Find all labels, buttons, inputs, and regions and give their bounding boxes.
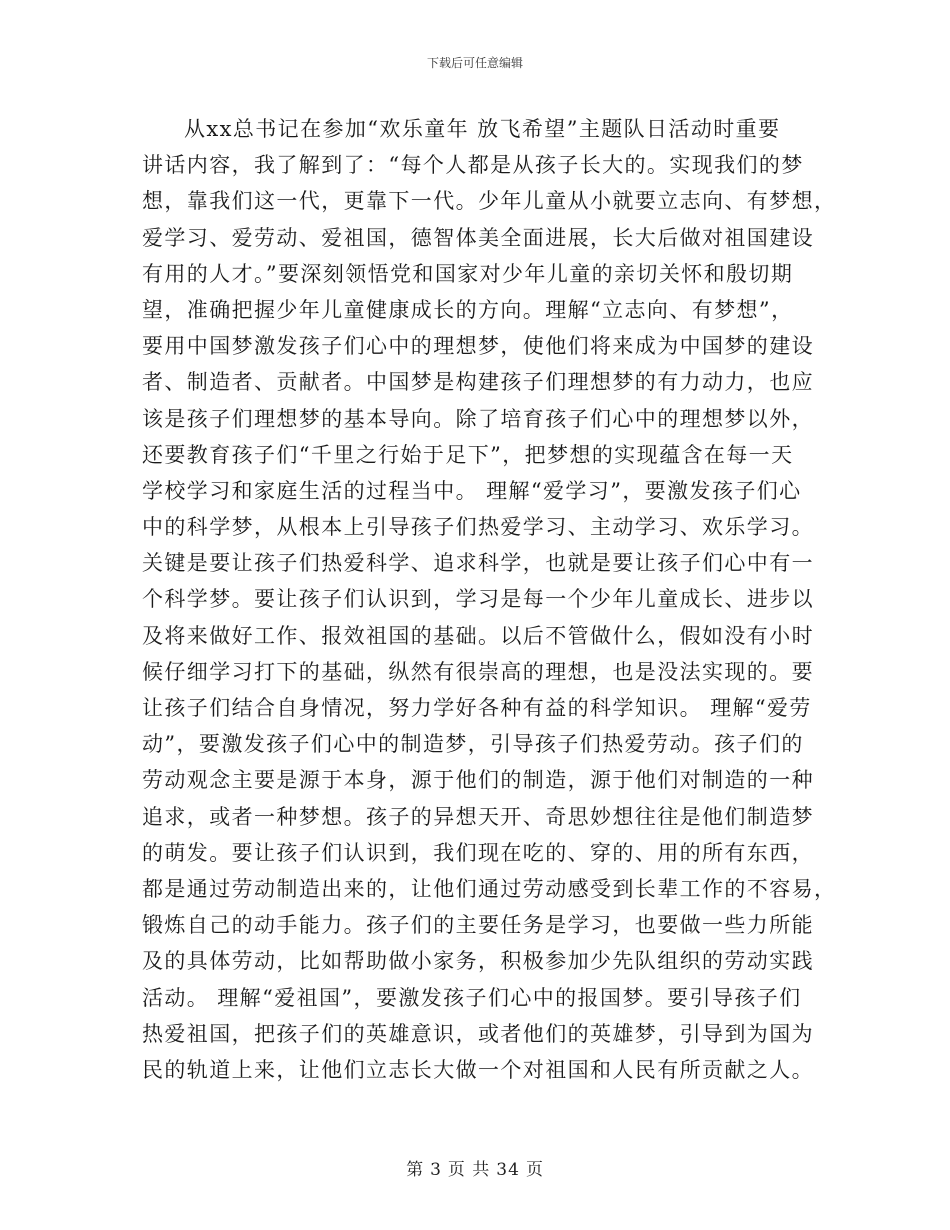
footer-suffix: 页 xyxy=(525,1160,544,1180)
text-line: 想，靠我们这一代，更靠下一代。少年儿童从小就要立志向、有梦想， xyxy=(142,189,837,214)
text-line: 让孩子们结合自身情况，努力学好各种有益的科学知识。 理解“爱劳 xyxy=(142,696,812,720)
text-line: 及将来做好工作、报效祖国的基础。以后不管做什么，假如没有小时 xyxy=(142,623,814,648)
text-line: 望，准确把握少年儿童健康成长的方向。理解“立志向、有梦想”， xyxy=(142,297,794,322)
text-line: 个科学梦。要让孩子们认识到，学习是每一个少年儿童成长、进步以 xyxy=(142,587,814,612)
text-line: 学校学习和家庭生活的过程当中。 理解“爱学习”，要激发孩子们心 xyxy=(142,478,802,503)
text-line: 该是孩子们理想梦的基本导向。除了培育孩子们心中的理想梦以外， xyxy=(142,406,814,431)
text-line: 热爱祖国，把孩子们的英雄意识，或者他们的英雄梦，引导到为国为 xyxy=(142,1021,814,1046)
page-header: 下载后可任意编辑 xyxy=(426,56,523,70)
page-footer xyxy=(0,1155,950,1180)
text-line: 劳动观念主要是源于本身，源于他们的制造，源于他们对制造的一种 xyxy=(142,768,814,793)
footer-middle: 页 共 xyxy=(447,1160,491,1180)
text-line: 追求，或者一种梦想。孩子的异想天开、奇思妙想往往是他们制造梦 xyxy=(142,804,814,829)
text-line: 都是通过劳动制造出来的，让他们通过劳动感受到长辈工作的不容易， xyxy=(142,876,837,901)
text-line: 锻炼自己的动手能力。孩子们的主要任务是学习，也要做一些力所能 xyxy=(142,913,814,938)
footer-total-pages: 34 xyxy=(496,1160,520,1180)
text-line: 爱学习、爱劳动、爱祖国，德智体美全面进展，长大后做对祖国建设 xyxy=(142,225,814,250)
footer-prefix: 第 xyxy=(406,1160,425,1180)
text-line: 从xx总书记在参加“欢乐童年 放飞希望”主题队日活动时重要 xyxy=(184,117,781,141)
text-line: 者、制造者、贡献者。中国梦是构建孩子们理想梦的有力动力，也应 xyxy=(142,370,814,395)
text-line: 及的具体劳动，比如帮助做小家务，积极参加少先队组织的劳动实践 xyxy=(142,949,814,974)
text-line: 有用的人才。”要深刻领悟党和国家对少年儿童的亲切关怀和殷切期 xyxy=(142,261,794,286)
text-line: 关键是要让孩子们热爱科学、追求科学，也就是要让孩子们心中有一 xyxy=(142,551,814,576)
text-line: 民的轨道上来，让他们立志长大做一个对祖国和人民有所贡献之人。 xyxy=(142,1057,814,1082)
footer-page-number: 3 xyxy=(430,1160,442,1180)
text-line: 动”，要激发孩子们心中的制造梦，引导孩子们热爱劳动。孩子们的 xyxy=(142,732,804,757)
text-line: 还要教育孩子们“千里之行始于足下”，把梦想的实现蕴含在每一天 xyxy=(142,442,794,467)
text-line: 中的科学梦，从根本上引导孩子们热爱学习、主动学习、欢乐学习。 xyxy=(142,515,814,540)
body-text xyxy=(142,111,837,1088)
text-line: 讲话内容，我了解到了：“每个人都是从孩子长大的。实现我们的梦 xyxy=(142,153,804,178)
text-line: 的萌发。要让孩子们认识到，我们现在吃的、穿的、用的所有东西， xyxy=(142,840,814,865)
text-line: 要用中国梦激发孩子们心中的理想梦，使他们将来成为中国梦的建设 xyxy=(142,334,814,359)
text-line: 候仔细学习打下的基础，纵然有很崇高的理想，也是没法实现的。要 xyxy=(142,659,814,684)
text-line: 活动。 理解“爱祖国”，要激发孩子们心中的报国梦。要引导孩子们 xyxy=(142,985,802,1010)
